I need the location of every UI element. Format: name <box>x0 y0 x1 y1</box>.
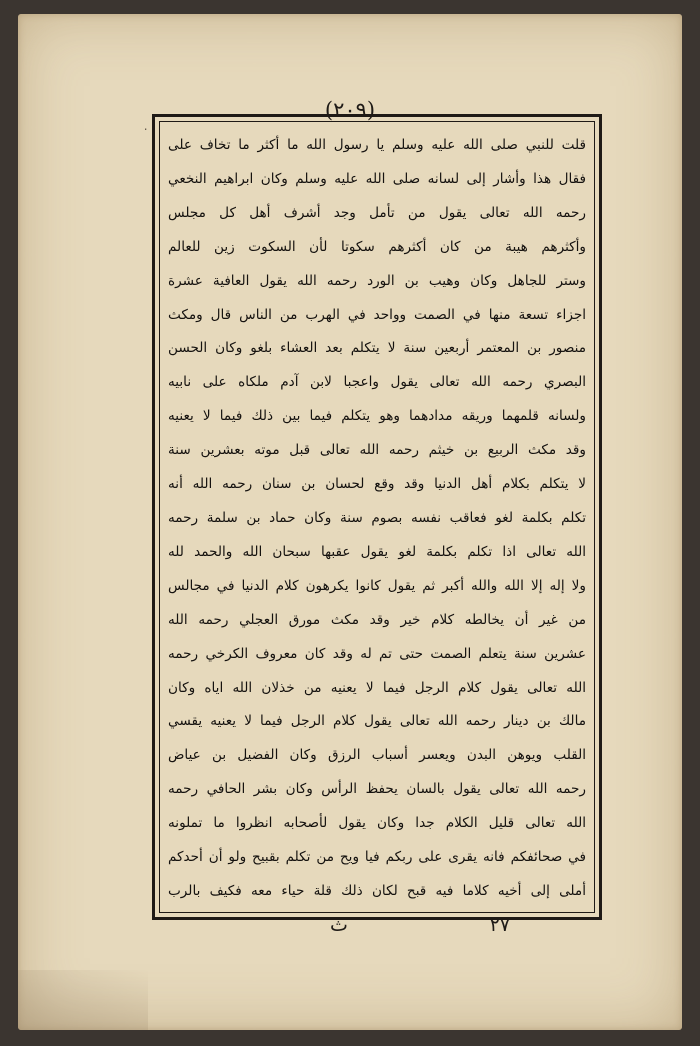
signature-mark: ٢٧ <box>489 914 510 936</box>
text-line: ولا إله إلا الله والله أكبر ثم يقول كانوا يكرهون كلام الدنيا في مجالس <box>168 577 586 594</box>
text-line: أملى إلى أخيه كلاما فيه قبح لكان ذلك قلة حياء معه فكيف بالرب <box>168 882 586 899</box>
text-line: مالك بن دينار رحمه الله تعالى يقول كلام الرجل فيما لا يعنيه يقسي <box>168 713 586 730</box>
text-frame <box>159 121 595 913</box>
text-line: الله تعالى اذا تكلم بكلمة لغو يقول عقبها سبحان الله والحمد لله <box>168 543 586 560</box>
text-line: القلب ويوهن البدن ويعسر أسباب الرزق وكان الفضيل بن عياض <box>168 747 586 764</box>
text-line: وقد مكث الربيع بن خيثم رحمه الله تعالى قبل موته بعشرين سنة <box>168 442 586 459</box>
text-line: تكلم بكلمة لغو فعاقب نفسه بصوم سنة وكان حماد بن سلمة رحمه <box>168 509 586 526</box>
worn-corner <box>18 970 148 1030</box>
text-block <box>168 132 586 904</box>
text-line: البصري رحمه الله تعالى يقول واعجبا لابن آدم ملكاه على نابيه <box>168 374 586 391</box>
text-line: وستر للجاهل وكان وهيب بن الورد رحمه الله يقول العافية عشرة <box>168 272 586 289</box>
text-line: في صحائفكم فانه يقرى على ربكم فيا ويح من تكلم بقبيح ولو أن أحدكم <box>168 849 586 866</box>
text-line: لا يتكلم بكلام أهل الدنيا وقد وقع لحسان بن سنان رحمه الله أنه <box>168 476 586 493</box>
text-line: اجزاء تسعة منها في الصمت وواحد في الهرب من الناس قال ومكث <box>168 306 586 323</box>
text-line: وأكثرهم هيبة من كان أكثرهم سكوتا لأن السكوت زين للعالم <box>168 238 586 255</box>
margin-mark: ٠ <box>143 124 149 135</box>
page-footer <box>330 914 510 936</box>
text-line: عشرين سنة يتعلم الصمت حتى تم له وقد كان معروف الكرخي رحمه <box>168 645 586 662</box>
text-line: الله تعالى قليل الكلام جدا وكان يقول لأصحابه انظروا ما تملونه <box>168 815 586 832</box>
text-line: الله تعالى يقول كلام الرجل فيما لا يعنيه من خذلان الله اياه وكان <box>168 679 586 696</box>
signature-letter: ث <box>330 914 348 936</box>
text-line: ولسانه قلمهما وريقه مدادهما وهو يتكلم فيما بين ذلك فيما لا يعنيه <box>168 408 586 425</box>
text-line: فقال هذا وأشار إلى لسانه صلى الله عليه وسلم وكان ابراهيم النخعي <box>168 170 586 187</box>
text-line: رحمه الله تعالى يقول بالسان يحفظ الرأس وكان بشر الحافي رحمه <box>168 781 586 798</box>
text-line: منصور بن المعتمر أربعين سنة لا يتكلم بعد العشاء بلغو وكان الحسن <box>168 340 586 357</box>
text-line: من غير أن يخالطه كلام خير وقد مكث مورق العجلي رحمه الله <box>168 611 586 628</box>
text-line: رحمه الله تعالى يقول من تأمل وجد أشرف أهل كل مجلس <box>168 204 586 221</box>
page-number: (٢٠٩) <box>324 98 376 122</box>
text-line: قلت للنبي صلى الله عليه وسلم يا رسول الله ما أكثر ما تخاف على <box>168 137 586 153</box>
